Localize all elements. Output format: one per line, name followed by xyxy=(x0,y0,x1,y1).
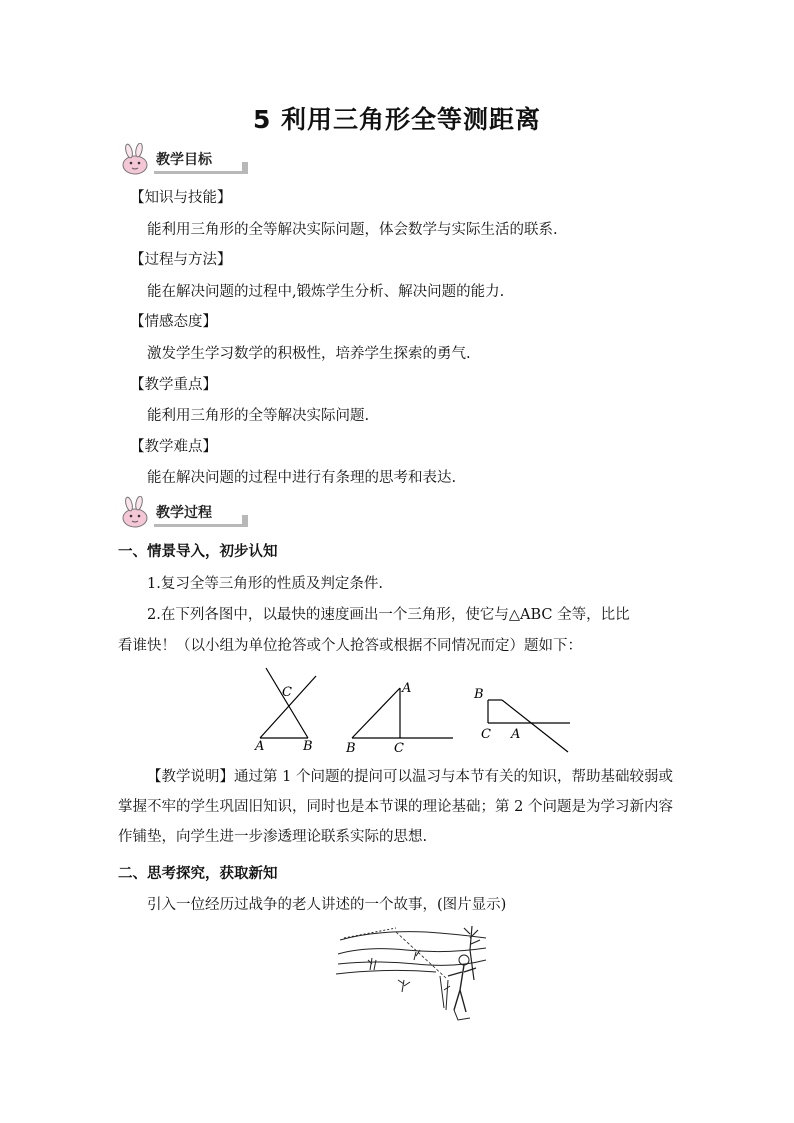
review-text: 1.复习全等三角形的性质及判定条件. xyxy=(147,576,383,592)
attitude-text: 激发学生学习数学的积极性，培养学生探索的勇气. xyxy=(147,346,471,362)
rabbit-icon xyxy=(118,143,154,177)
question-line-2: 看谁快！（以小组为单位抢答或个人抢答或根据不同情况而定）题如下： xyxy=(118,638,582,654)
question-line-1: 2.在下列各图中，以最快的速度画出一个三角形，使它与△ABC 全等，比比 xyxy=(147,607,630,623)
banner-underline-tail xyxy=(242,515,248,527)
figure-3 xyxy=(473,687,570,752)
teaching-note xyxy=(118,762,678,852)
knowledge-text: 能利用三角形的全等解决实际问题，体会数学与实际生活的联系. xyxy=(147,222,558,238)
figure-1 xyxy=(254,668,316,754)
fig3-label-a: A xyxy=(511,727,521,742)
fig2-label-a: A xyxy=(402,681,412,696)
goals-banner-label: 教学目标 xyxy=(156,152,212,168)
difficulty-label: 【教学难点】 xyxy=(130,439,217,455)
process-banner xyxy=(118,496,248,530)
key-point-text: 能利用三角形的全等解决实际问题. xyxy=(147,408,370,424)
story-intro: 引入一位经历过战争的老人讲述的一个故事，(图片显示) xyxy=(147,897,507,913)
fig1-label-b: B xyxy=(303,739,313,754)
fig3-label-c: C xyxy=(481,727,491,742)
fig2-label-b: B xyxy=(346,741,356,756)
fig2-label-c: C xyxy=(394,741,404,756)
process-method-text: 能在解决问题的过程中,锻炼学生分析、解决问题的能力. xyxy=(147,284,505,300)
banner-underline xyxy=(154,524,248,527)
difficulty-text: 能在解决问题的过程中进行有条理的思考和表达. xyxy=(147,470,457,486)
banner-underline-tail xyxy=(242,162,248,174)
triangle-figures xyxy=(240,660,590,760)
page-title: 5 利用三角形全等测距离 xyxy=(252,105,542,134)
process-method-label: 【过程与方法】 xyxy=(130,252,232,268)
fig3-label-b: B xyxy=(474,687,484,702)
rabbit-icon xyxy=(118,496,154,530)
attitude-label: 【情感态度】 xyxy=(130,314,217,330)
teaching-note-text: 【教学说明】通过第 1 个问题的提问可以温习与本节有关的知识，帮助基础较弱或掌握不牢的学生巩固旧知识，同时也是本节课的理论基础；第 2 个问题是为学习新内容作铺垫，向学生进一步渗透理论联系实际的思想. xyxy=(118,769,673,845)
fig1-label-c: C xyxy=(282,685,292,700)
fig1-label-a: A xyxy=(255,739,265,754)
knowledge-label: 【知识与技能】 xyxy=(130,190,232,206)
banner-underline xyxy=(154,171,248,174)
key-point-label: 【教学重点】 xyxy=(130,377,217,393)
goals-banner xyxy=(118,143,248,177)
figure-2 xyxy=(345,681,453,756)
section-heading-1: 一、情景导入，初步认知 xyxy=(118,544,278,560)
story-illustration xyxy=(336,920,496,1025)
process-banner-label: 教学过程 xyxy=(156,505,212,521)
section-heading-2: 二、思考探究，获取新知 xyxy=(118,866,278,882)
